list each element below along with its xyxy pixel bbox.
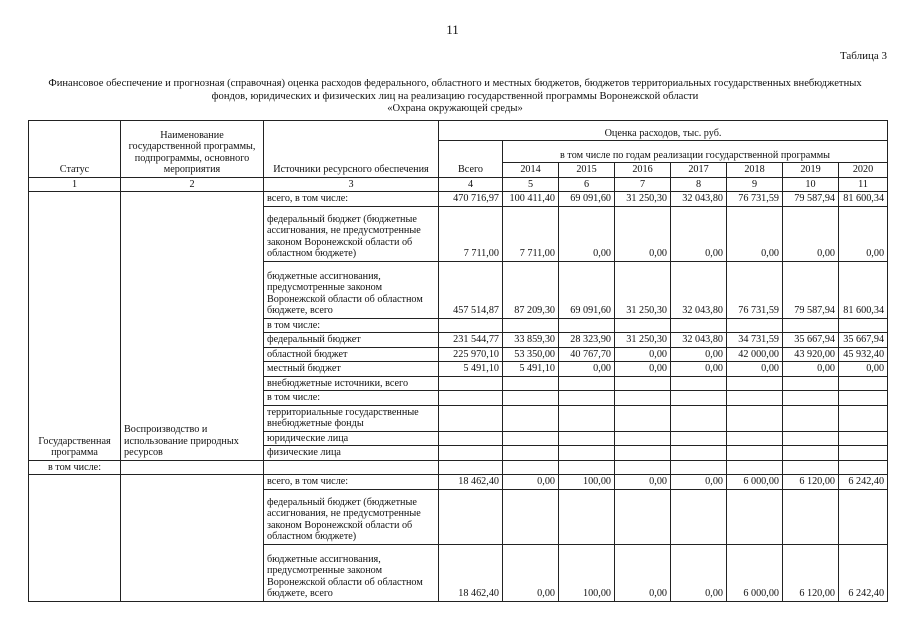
value-cell: 6 120,00 <box>783 544 839 601</box>
source-cell: бюджетные ассигнования, предусмотренные законом Воронежской области об областном бюджете, всего <box>264 544 439 601</box>
value-cell <box>839 431 888 446</box>
value-cell: 81 600,34 <box>839 261 888 318</box>
source-cell: всего, в том числе: <box>264 475 439 490</box>
table-label: Таблица 3 <box>839 50 887 62</box>
header-name: Наименование государственной программы, подпрограммы, основного мероприятия <box>121 121 264 178</box>
column-number: 8 <box>671 177 727 192</box>
value-cell: 0,00 <box>783 362 839 377</box>
value-cell: 0,00 <box>503 544 559 601</box>
value-cell <box>839 376 888 391</box>
value-cell: 7 711,00 <box>439 206 503 261</box>
value-cell <box>559 391 615 406</box>
value-cell: 6 000,00 <box>727 475 783 490</box>
source-cell: в том числе: <box>264 391 439 406</box>
value-cell: 81 600,34 <box>839 192 888 207</box>
value-cell <box>439 391 503 406</box>
value-cell <box>783 431 839 446</box>
empty-cell <box>671 460 727 475</box>
source-cell: федеральный бюджет <box>264 333 439 348</box>
value-cell: 0,00 <box>839 362 888 377</box>
value-cell <box>839 489 888 544</box>
value-cell <box>727 405 783 431</box>
value-cell <box>439 405 503 431</box>
year-header: 2017 <box>671 163 727 178</box>
value-cell: 6 000,00 <box>727 544 783 601</box>
value-cell: 0,00 <box>671 475 727 490</box>
value-cell <box>671 489 727 544</box>
value-cell <box>503 489 559 544</box>
value-cell <box>559 376 615 391</box>
value-cell: 0,00 <box>671 544 727 601</box>
value-cell <box>839 318 888 333</box>
value-cell <box>559 446 615 461</box>
value-cell: 100,00 <box>559 475 615 490</box>
value-cell <box>503 405 559 431</box>
year-header: 2019 <box>783 163 839 178</box>
value-cell: 79 587,94 <box>783 261 839 318</box>
empty-cell <box>264 460 439 475</box>
value-cell <box>839 391 888 406</box>
value-cell <box>439 446 503 461</box>
value-cell <box>671 376 727 391</box>
value-cell <box>439 489 503 544</box>
empty-cell <box>121 460 264 475</box>
column-number: 3 <box>264 177 439 192</box>
value-cell: 35 667,94 <box>839 333 888 348</box>
value-cell <box>559 405 615 431</box>
value-cell: 76 731,59 <box>727 192 783 207</box>
value-cell <box>615 318 671 333</box>
value-cell: 18 462,40 <box>439 544 503 601</box>
source-cell: всего, в том числе: <box>264 192 439 207</box>
empty-cell <box>615 460 671 475</box>
source-cell: юридические лица <box>264 431 439 446</box>
value-cell: 6 242,40 <box>839 475 888 490</box>
value-cell <box>783 489 839 544</box>
source-cell: в том числе: <box>264 318 439 333</box>
program-status: Государственная программа <box>29 192 121 461</box>
title-line: фондов, юридических и физических лиц на реализацию государственной программы Воронежской области <box>211 90 699 102</box>
value-cell: 32 043,80 <box>671 192 727 207</box>
source-cell: физические лица <box>264 446 439 461</box>
year-header: 2018 <box>727 163 783 178</box>
value-cell <box>727 391 783 406</box>
value-cell: 0,00 <box>839 206 888 261</box>
table-row <box>29 475 888 490</box>
value-cell: 7 711,00 <box>503 206 559 261</box>
value-cell: 53 350,00 <box>503 347 559 362</box>
value-cell <box>503 446 559 461</box>
empty-cell <box>439 460 503 475</box>
value-cell: 31 250,30 <box>615 192 671 207</box>
value-cell <box>615 391 671 406</box>
value-cell <box>783 446 839 461</box>
value-cell: 35 667,94 <box>783 333 839 348</box>
value-cell <box>783 318 839 333</box>
empty-cell <box>839 460 888 475</box>
column-number: 5 <box>503 177 559 192</box>
value-cell: 45 932,40 <box>839 347 888 362</box>
value-cell: 6 120,00 <box>783 475 839 490</box>
value-cell: 0,00 <box>615 475 671 490</box>
table-title <box>20 78 890 116</box>
value-cell <box>783 405 839 431</box>
empty-cell <box>503 460 559 475</box>
page-number: 11 <box>446 22 459 37</box>
value-cell: 0,00 <box>615 362 671 377</box>
value-cell: 0,00 <box>727 206 783 261</box>
source-cell: территориальные государственные внебюджетные фонды <box>264 405 439 431</box>
column-number: 1 <box>29 177 121 192</box>
value-cell: 34 731,59 <box>727 333 783 348</box>
value-cell: 0,00 <box>615 206 671 261</box>
value-cell: 5 491,10 <box>439 362 503 377</box>
value-cell <box>671 446 727 461</box>
empty-cell <box>727 460 783 475</box>
value-cell <box>727 446 783 461</box>
value-cell <box>615 405 671 431</box>
value-cell: 100 411,40 <box>503 192 559 207</box>
year-header: 2014 <box>503 163 559 178</box>
header-status: Статус <box>29 121 121 178</box>
value-cell: 0,00 <box>559 362 615 377</box>
table-row <box>29 192 888 207</box>
source-cell: федеральный бюджет (бюджетные ассигнования, не предусмотренные законом Воронежской области об областном бюджете) <box>264 489 439 544</box>
value-cell <box>503 318 559 333</box>
source-cell: федеральный бюджет (бюджетные ассигнования, не предусмотренные законом Воронежской области об областном бюджете) <box>264 206 439 261</box>
source-cell: областной бюджет <box>264 347 439 362</box>
value-cell <box>503 431 559 446</box>
column-number: 10 <box>783 177 839 192</box>
value-cell: 457 514,87 <box>439 261 503 318</box>
value-cell <box>615 431 671 446</box>
value-cell: 0,00 <box>615 347 671 362</box>
header-sources: Источники ресурсного обеспечения <box>264 121 439 178</box>
value-cell: 0,00 <box>503 475 559 490</box>
table-row <box>29 460 888 475</box>
column-number: 4 <box>439 177 503 192</box>
column-number: 6 <box>559 177 615 192</box>
value-cell <box>439 431 503 446</box>
value-cell: 0,00 <box>783 206 839 261</box>
value-cell <box>727 376 783 391</box>
source-cell: местный бюджет <box>264 362 439 377</box>
column-number: 2 <box>121 177 264 192</box>
expenses-table <box>28 120 888 602</box>
value-cell <box>671 318 727 333</box>
value-cell: 87 209,30 <box>503 261 559 318</box>
title-line: Финансовое обеспечение и прогнозная (справочная) оценка расходов федерального, областного и местных бюджетов, бюджетов территориальных государственных внебюджетных <box>48 78 862 89</box>
value-cell: 31 250,30 <box>615 333 671 348</box>
value-cell: 0,00 <box>559 206 615 261</box>
value-cell: 0,00 <box>671 362 727 377</box>
value-cell: 69 091,60 <box>559 261 615 318</box>
value-cell <box>439 318 503 333</box>
year-header: 2020 <box>839 163 888 178</box>
value-cell <box>671 391 727 406</box>
year-header: 2015 <box>559 163 615 178</box>
value-cell <box>671 405 727 431</box>
value-cell: 6 242,40 <box>839 544 888 601</box>
subprogram-name <box>121 475 264 602</box>
value-cell <box>727 318 783 333</box>
empty-cell <box>559 460 615 475</box>
value-cell: 79 587,94 <box>783 192 839 207</box>
value-cell: 33 859,30 <box>503 333 559 348</box>
value-cell <box>503 391 559 406</box>
value-cell: 470 716,97 <box>439 192 503 207</box>
value-cell <box>503 376 559 391</box>
value-cell: 225 970,10 <box>439 347 503 362</box>
value-cell: 42 000,00 <box>727 347 783 362</box>
title-line: «Охрана окружающей среды» <box>387 103 523 114</box>
value-cell <box>727 431 783 446</box>
including-label: в том числе: <box>29 460 121 475</box>
value-cell <box>839 446 888 461</box>
value-cell <box>727 489 783 544</box>
empty-cell <box>783 460 839 475</box>
value-cell: 40 767,70 <box>559 347 615 362</box>
value-cell: 231 544,77 <box>439 333 503 348</box>
value-cell: 0,00 <box>615 544 671 601</box>
value-cell <box>559 318 615 333</box>
program-name: Воспроизводство и использование природных ресурсов <box>121 192 264 461</box>
value-cell <box>559 431 615 446</box>
column-number: 11 <box>839 177 888 192</box>
value-cell <box>783 391 839 406</box>
value-cell: 0,00 <box>727 362 783 377</box>
header-estimate: Оценка расходов, тыс. руб. <box>439 121 888 141</box>
column-number: 9 <box>727 177 783 192</box>
value-cell <box>839 405 888 431</box>
value-cell <box>615 489 671 544</box>
value-cell <box>783 376 839 391</box>
value-cell: 5 491,10 <box>503 362 559 377</box>
value-cell: 31 250,30 <box>615 261 671 318</box>
value-cell: 32 043,80 <box>671 261 727 318</box>
value-cell <box>559 489 615 544</box>
value-cell <box>671 431 727 446</box>
value-cell <box>439 376 503 391</box>
value-cell <box>615 446 671 461</box>
value-cell: 28 323,90 <box>559 333 615 348</box>
value-cell <box>615 376 671 391</box>
column-number: 7 <box>615 177 671 192</box>
value-cell: 0,00 <box>671 206 727 261</box>
value-cell: 76 731,59 <box>727 261 783 318</box>
value-cell: 69 091,60 <box>559 192 615 207</box>
source-cell: бюджетные ассигнования, предусмотренные законом Воронежской области об областном бюджете, всего <box>264 261 439 318</box>
source-cell: внебюджетные источники, всего <box>264 376 439 391</box>
header-by-years: в том числе по годам реализации государственной программы <box>503 141 888 163</box>
value-cell: 18 462,40 <box>439 475 503 490</box>
year-header: 2016 <box>615 163 671 178</box>
value-cell: 100,00 <box>559 544 615 601</box>
value-cell: 0,00 <box>671 347 727 362</box>
header-total: Всего <box>439 141 503 178</box>
value-cell: 32 043,80 <box>671 333 727 348</box>
subprogram-status <box>29 475 121 602</box>
value-cell: 43 920,00 <box>783 347 839 362</box>
